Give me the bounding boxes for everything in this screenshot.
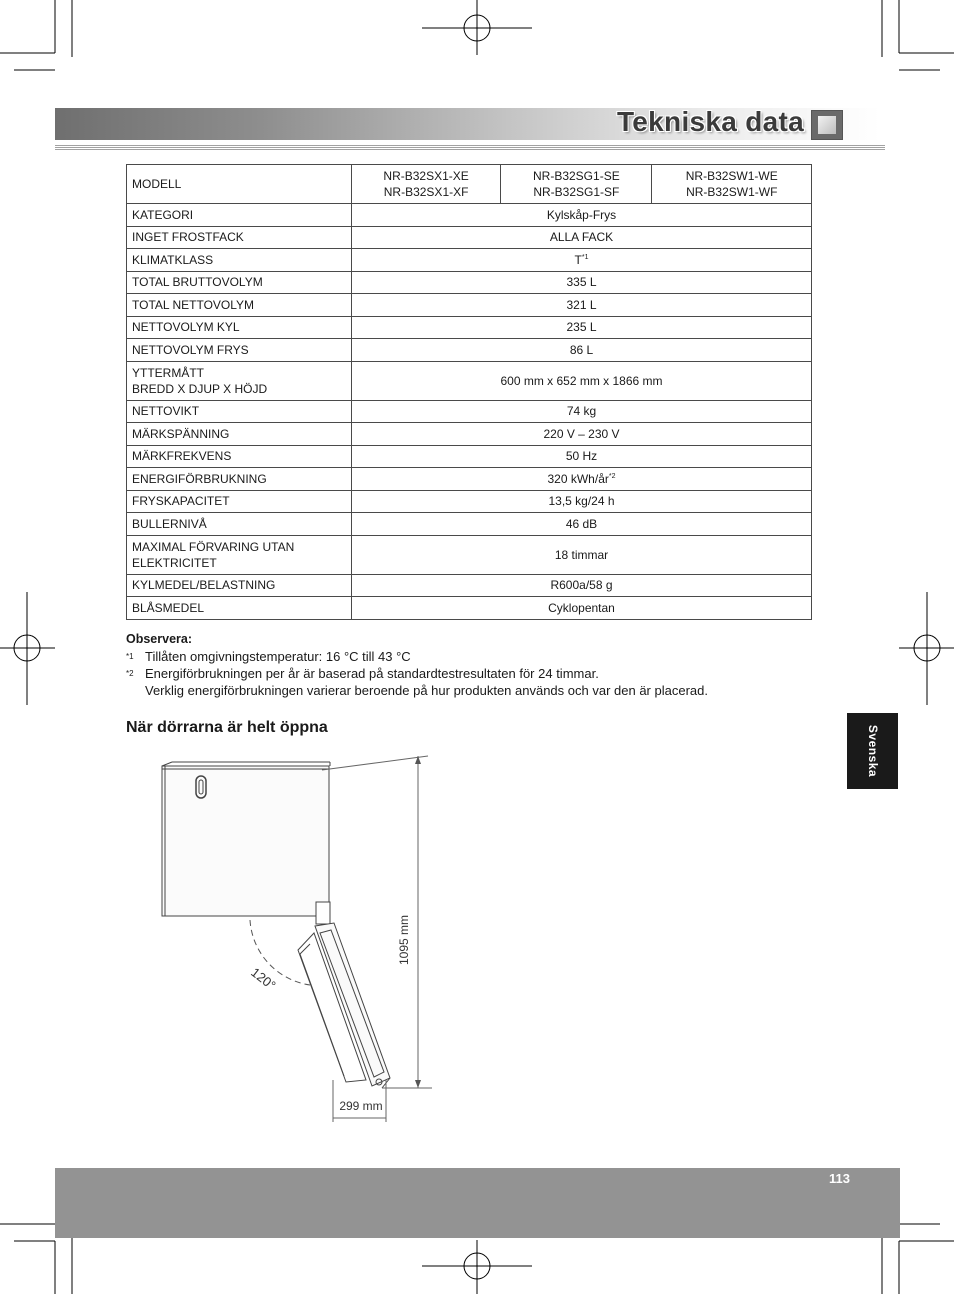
row-value-text: 235 L xyxy=(566,320,597,335)
row-label-line: NETTOVIKT xyxy=(132,404,200,419)
language-tab-label: Svenska xyxy=(865,724,880,778)
row-value xyxy=(352,204,812,227)
row-label-line: YTTERMÅTT xyxy=(132,365,204,380)
table-row xyxy=(127,294,812,317)
note-2-text: Energiförbrukningen per år är baserad på standardtestresultaten för 24 timmar. xyxy=(145,666,599,681)
table-row xyxy=(127,339,812,362)
open-door xyxy=(315,923,390,1086)
footnote-marker: *2 xyxy=(608,472,616,480)
model-1b: NR-B32SX1-XF xyxy=(383,185,469,199)
row-label-line: KLIMATKLASS xyxy=(132,252,214,267)
page-title: Tekniska data xyxy=(616,106,804,137)
table-row xyxy=(127,468,812,491)
section-title: När dörrarna är helt öppna xyxy=(126,719,328,736)
hinge-icon xyxy=(316,902,330,924)
header-square-icon xyxy=(811,110,843,140)
table-row xyxy=(127,423,812,446)
row-label xyxy=(127,490,352,513)
header-stripe xyxy=(55,145,885,151)
row-value-text: Kylskåp-Frys xyxy=(546,207,617,222)
row-value-text: T xyxy=(574,252,582,267)
model-3b: NR-B32SW1-WF xyxy=(686,185,778,199)
table-row xyxy=(127,513,812,536)
footnote-marker: *1 xyxy=(581,253,589,261)
row-label-line: MÄRKFREKVENS xyxy=(132,449,232,464)
row-label xyxy=(127,513,352,536)
language-tab xyxy=(847,713,898,789)
row-value-text: 86 L xyxy=(569,342,594,357)
row-value-text: 18 timmar xyxy=(554,547,609,562)
row-label xyxy=(127,445,352,468)
width-dimension: 299 mm xyxy=(339,1099,383,1113)
row-label-line: FRYSKAPACITET xyxy=(132,494,230,509)
row-label xyxy=(127,361,352,400)
model-cell-3 xyxy=(652,165,812,204)
row-label-line: KATEGORI xyxy=(132,207,194,222)
row-value-text: 50 Hz xyxy=(565,449,598,464)
note-2-marker: *2 xyxy=(126,669,134,678)
row-value-text: 74 kg xyxy=(566,404,597,419)
row-value-text: Cyklopentan xyxy=(548,600,615,615)
table-row xyxy=(127,535,812,574)
row-value-text: ALLA FACK xyxy=(549,230,614,245)
row-value-text: 13,5 kg/24 h xyxy=(548,494,615,509)
table-row xyxy=(127,271,812,294)
table-row xyxy=(127,490,812,513)
door-open-diagram xyxy=(150,750,450,1130)
row-label-line: INGET FROSTFACK xyxy=(132,230,244,245)
row-value xyxy=(352,361,812,400)
row-label-line-2: BREDD X DJUP X HÖJD xyxy=(132,381,268,396)
model-cell-1 xyxy=(352,165,501,204)
model-label: MODELL xyxy=(127,165,352,204)
model-2a: NR-B32SG1-SE xyxy=(533,169,620,183)
notes xyxy=(126,631,708,699)
row-label xyxy=(127,597,352,620)
table-row xyxy=(127,445,812,468)
row-label-line-2: ELEKTRICITET xyxy=(132,555,217,570)
row-label xyxy=(127,339,352,362)
row-value xyxy=(352,445,812,468)
page-number: 113 xyxy=(829,1171,850,1186)
row-value-text: R600a/58 g xyxy=(550,578,613,593)
row-label-line: NETTOVOLYM KYL xyxy=(132,320,240,335)
note-1-marker: *1 xyxy=(126,652,134,661)
row-label xyxy=(127,271,352,294)
row-value-text: 335 L xyxy=(566,275,597,290)
table-row xyxy=(127,574,812,597)
row-value xyxy=(352,597,812,620)
row-value-text: 600 mm x 652 mm x 1866 mm xyxy=(500,373,663,388)
row-label xyxy=(127,204,352,227)
note-1-text: Tillåten omgivningstemperatur: 16 °C till 43 °C xyxy=(145,649,411,664)
table-row-model xyxy=(127,165,812,204)
model-cell-2 xyxy=(501,165,652,204)
row-label-line: BULLERNIVÅ xyxy=(132,516,207,531)
note-2 xyxy=(126,665,708,682)
model-1a: NR-B32SX1-XE xyxy=(383,169,469,183)
row-label xyxy=(127,316,352,339)
footer-bar xyxy=(55,1168,900,1238)
row-value-text: 320 kWh/år xyxy=(547,471,609,486)
row-label xyxy=(127,574,352,597)
row-value xyxy=(352,535,812,574)
row-value xyxy=(352,490,812,513)
row-value xyxy=(352,226,812,249)
table-row xyxy=(127,361,812,400)
row-value-text: 321 L xyxy=(566,297,597,312)
row-label-line: MÄRKSPÄNNING xyxy=(132,426,230,441)
notes-heading: Observera: xyxy=(126,632,193,646)
row-label-line: TOTAL BRUTTOVOLYM xyxy=(132,275,263,290)
spec-table xyxy=(126,164,812,620)
table-row xyxy=(127,204,812,227)
row-label xyxy=(127,423,352,446)
row-value xyxy=(352,423,812,446)
row-value xyxy=(352,316,812,339)
row-label xyxy=(127,294,352,317)
row-value xyxy=(352,468,812,491)
height-dimension: 1095 mm xyxy=(397,914,411,966)
row-value xyxy=(352,339,812,362)
row-value-text: 220 V – 230 V xyxy=(543,426,620,441)
table-row xyxy=(127,249,812,272)
row-label-line: MAXIMAL FÖRVARING UTAN xyxy=(132,539,295,554)
row-value xyxy=(352,574,812,597)
row-label-line: TOTAL NETTOVOLYM xyxy=(132,297,255,312)
row-label xyxy=(127,400,352,423)
row-value xyxy=(352,271,812,294)
table-row xyxy=(127,597,812,620)
row-label xyxy=(127,468,352,491)
row-value xyxy=(352,294,812,317)
row-value xyxy=(352,249,812,272)
table-row xyxy=(127,316,812,339)
note-1 xyxy=(126,648,708,665)
model-2b: NR-B32SG1-SF xyxy=(533,185,620,199)
row-label-line: NETTOVOLYM FRYS xyxy=(132,342,249,357)
model-3a: NR-B32SW1-WE xyxy=(685,169,778,183)
row-label-line: BLÅSMEDEL xyxy=(132,600,205,615)
table-row xyxy=(127,226,812,249)
table-row xyxy=(127,400,812,423)
row-value xyxy=(352,513,812,536)
fridge-body xyxy=(162,766,329,916)
note-2-text-2: Verklig energiförbrukningen varierar beroende på hur produkten används och var den är placerad. xyxy=(145,683,708,698)
row-value-text: 46 dB xyxy=(565,516,598,531)
row-label-line: ENERGIFÖRBRUKNING xyxy=(132,471,267,486)
row-label xyxy=(127,226,352,249)
angle-label: 120° xyxy=(248,964,279,993)
row-value xyxy=(352,400,812,423)
row-label xyxy=(127,249,352,272)
row-label-line: KYLMEDEL/BELASTNING xyxy=(132,578,276,593)
row-label xyxy=(127,535,352,574)
